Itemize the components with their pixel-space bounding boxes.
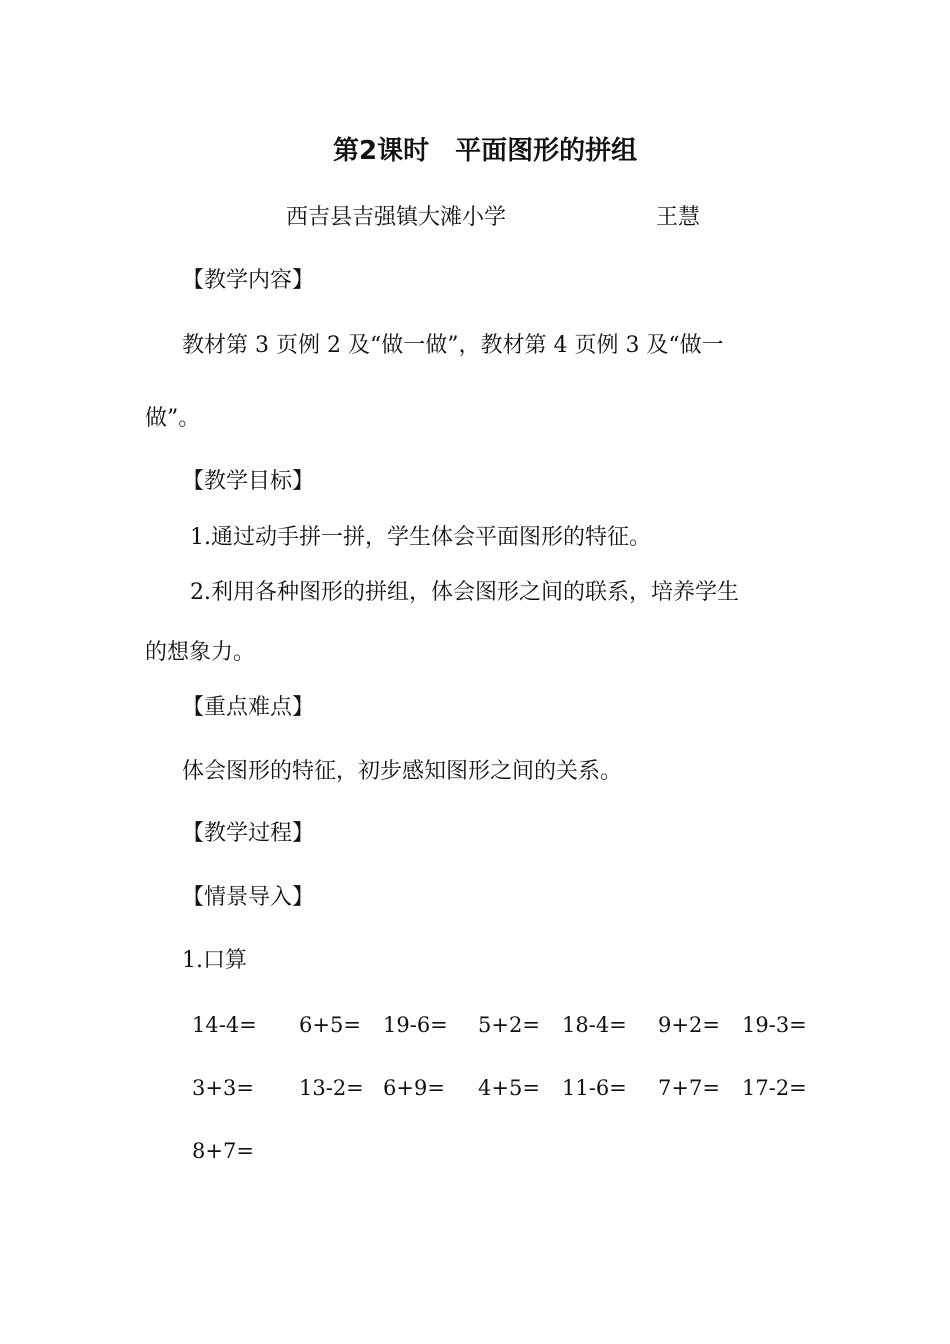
oral-item: 8+7= — [192, 1139, 254, 1163]
oral-item: 19-6= — [383, 1013, 448, 1037]
process-heading: 【教学过程】 — [182, 821, 315, 846]
oral-item: 5+2= — [478, 1013, 540, 1037]
oral-item: 3+3= — [192, 1076, 254, 1100]
oral-item: 17-2= — [742, 1076, 807, 1100]
oral-item: 14-4= — [192, 1013, 257, 1037]
oral-item: 7+7= — [658, 1076, 720, 1100]
goal-2-line2: 的想象力。 — [145, 640, 256, 665]
oral-item: 11-6= — [562, 1076, 627, 1100]
intro-heading: 【情景导入】 — [182, 885, 315, 910]
goals-heading: 【教学目标】 — [182, 469, 315, 494]
oral-item: 6+5= — [299, 1013, 361, 1037]
oral-item: 19-3= — [742, 1013, 807, 1037]
oral-calculation-label: 1.口算 — [182, 948, 247, 973]
content-text-line1: 教材第 3 页例 2 及“做一做”，教材第 4 页例 3 及“做一 — [182, 333, 724, 358]
oral-item: 4+5= — [478, 1076, 540, 1100]
page-title: 第2课时 平面图形的拼组 — [333, 136, 638, 166]
key-points-text: 体会图形的特征，初步感知图形之间的关系。 — [182, 759, 623, 784]
author-name: 王慧 — [656, 205, 701, 230]
content-heading: 【教学内容】 — [182, 268, 315, 293]
oral-item: 9+2= — [658, 1013, 720, 1037]
key-points-heading: 【重点难点】 — [182, 695, 315, 720]
author-school: 西吉县吉强镇大滩小学 — [286, 205, 507, 230]
oral-item: 13-2= — [299, 1076, 364, 1100]
oral-item: 6+9= — [383, 1076, 445, 1100]
goal-1: 1.通过动手拼一拼，学生体会平面图形的特征。 — [190, 525, 651, 550]
content-text-line2: 做”。 — [145, 406, 201, 431]
oral-item: 18-4= — [562, 1013, 627, 1037]
goal-2-line1: 2.利用各种图形的拼组，体会图形之间的联系，培养学生 — [190, 580, 739, 605]
